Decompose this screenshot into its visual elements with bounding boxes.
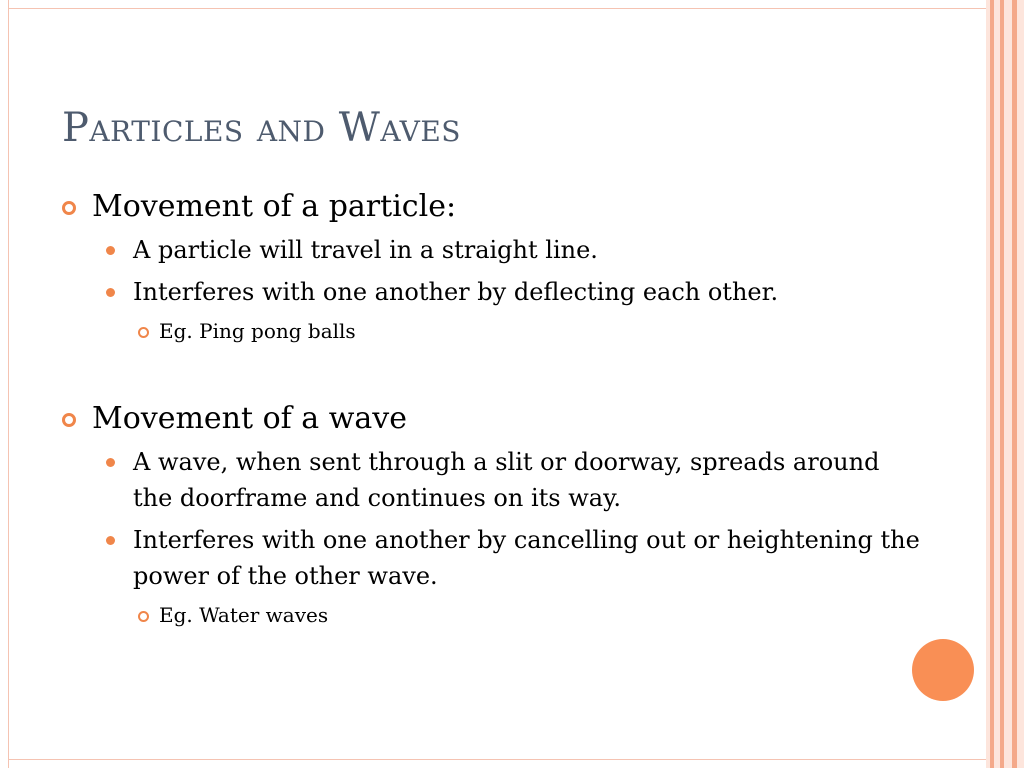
dot-bullet-icon bbox=[106, 458, 115, 467]
bullet-text: Movement of a wave bbox=[92, 401, 407, 436]
ring-bullet-icon bbox=[138, 327, 149, 338]
bullet-level1 bbox=[62, 400, 922, 438]
bullet-level2 bbox=[62, 522, 922, 594]
slide-title: Particles and Waves bbox=[62, 105, 461, 151]
stripe bbox=[1017, 0, 1024, 768]
bullet-level1 bbox=[62, 188, 922, 226]
bullet-level2 bbox=[62, 274, 922, 310]
bullet-level3 bbox=[62, 600, 922, 630]
bullet-level3 bbox=[62, 316, 922, 346]
bullet-text: Eg. Ping pong balls bbox=[159, 319, 356, 343]
bullet-text: Movement of a particle: bbox=[92, 189, 457, 224]
bullet-text: A wave, when sent through a slit or doorway, spreads around the doorframe and continues on its way. bbox=[133, 448, 880, 512]
dot-bullet-icon bbox=[106, 288, 115, 297]
dot-bullet-icon bbox=[106, 536, 115, 545]
stripe bbox=[1004, 0, 1012, 768]
decorative-stripes bbox=[986, 0, 1024, 768]
ring-bullet-icon bbox=[62, 413, 76, 427]
slide-body bbox=[62, 188, 922, 636]
frame-bottom-line bbox=[8, 759, 986, 760]
bullet-text: A particle will travel in a straight line. bbox=[133, 236, 598, 264]
bullet-level2 bbox=[62, 232, 922, 268]
section-gap bbox=[62, 352, 922, 400]
bullet-level2 bbox=[62, 444, 922, 516]
ring-bullet-icon bbox=[138, 611, 149, 622]
frame-top-line bbox=[8, 8, 986, 9]
ring-bullet-icon bbox=[62, 201, 76, 215]
decorative-circle bbox=[912, 639, 974, 701]
bullet-text: Interferes with one another by deflecting each other. bbox=[133, 278, 779, 306]
bullet-text: Eg. Water waves bbox=[159, 603, 329, 627]
bullet-text: Interferes with one another by cancelling out or heightening the power of the other wave. bbox=[133, 526, 920, 590]
dot-bullet-icon bbox=[106, 246, 115, 255]
frame-left-line bbox=[8, 0, 9, 768]
